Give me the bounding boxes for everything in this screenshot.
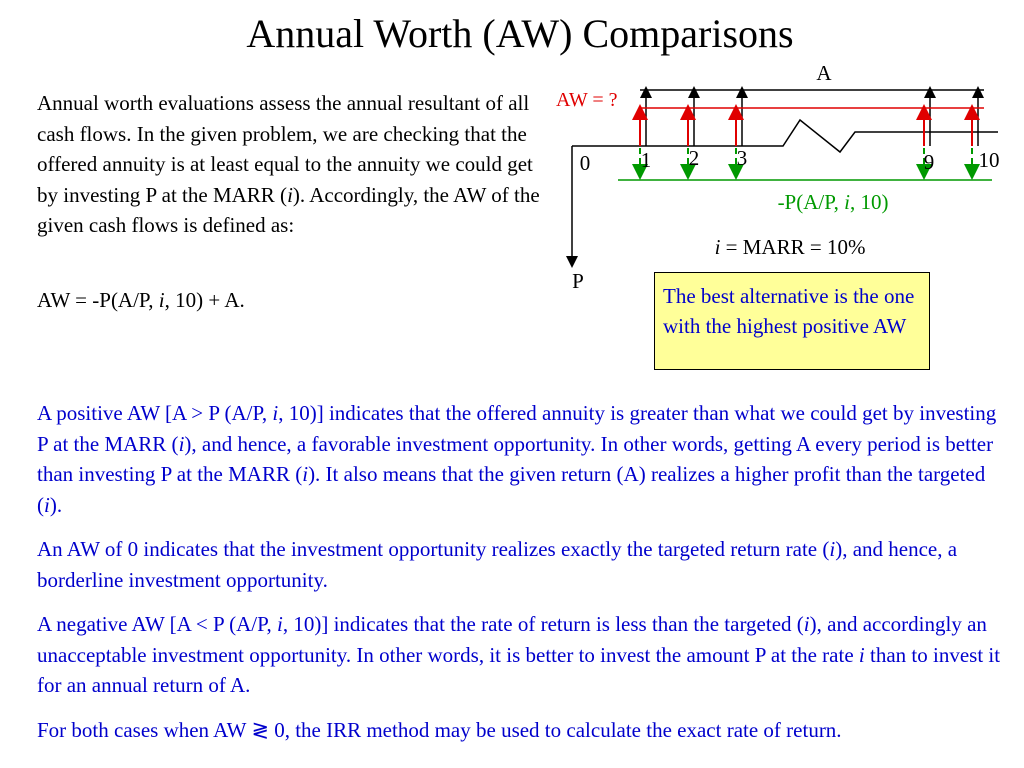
zero-aw-paragraph: An AW of 0 indicates that the investment opportunity realizes exactly the targeted return rate (i), and hence, a borderline investment opportunity. (37, 537, 958, 592)
aw-formula: AW = -P(A/P, i, 10) + A. (37, 288, 245, 312)
explanation-section (37, 398, 1002, 759)
not-equal-symbol: ≷ (251, 717, 269, 742)
period-label-9: 9 (923, 150, 935, 174)
period-label-10: 10 (978, 148, 1000, 172)
irr-paragraph: For both cases when AW ≷ 0, the IRR method may be used to calculate the exact rate of return. (37, 717, 842, 742)
label-aw: AW = ? (556, 89, 618, 111)
best-alternative-note: The best alternative is the one with the highest positive AW (654, 272, 930, 370)
label-a: A (816, 61, 832, 85)
page-title: Annual Worth (AW) Comparisons (246, 11, 794, 56)
negative-aw-paragraph: A negative AW [A < P (A/P, i, 10)] indicates that the rate of return is less than the targeted (i), and accordingly an unacceptable investment opportunity. In other words, it is better to invest the amount P at the rate i than to invest it for an annual return of A. (37, 612, 1001, 697)
aw-arrows (640, 112, 972, 146)
period-label-0: 0 (579, 151, 591, 175)
label-p: P (572, 269, 584, 293)
intro-paragraph: Annual worth evaluations assess the annual resultant of all cash flows. In the given problem, we are checking that the offered annuity is at least equal to the annuity we could get by investing P at the MARR (i). Accordingly, the AW of the given cash flows is defined as: (37, 91, 540, 237)
time-axis (572, 120, 998, 152)
period-label-1: 1 (640, 148, 652, 172)
positive-aw-paragraph: A positive AW [A > P (A/P, i, 10)] indicates that the offered annuity is greater than what we could get by investing P at the MARR (i), and hence, a favorable investment opportunity. In other words, getting A every period is better than investing P at the MARR (i). It also means that the given return (A) realizes a higher profit than the targeted (i). (37, 401, 997, 517)
period-label-3: 3 (736, 146, 748, 170)
marr-label: i = MARR = 10% (714, 235, 866, 259)
annuity-arrows (646, 92, 978, 146)
period-label-2: 2 (688, 146, 700, 170)
green-formula-label: -P(A/P, i, 10) (777, 190, 889, 214)
